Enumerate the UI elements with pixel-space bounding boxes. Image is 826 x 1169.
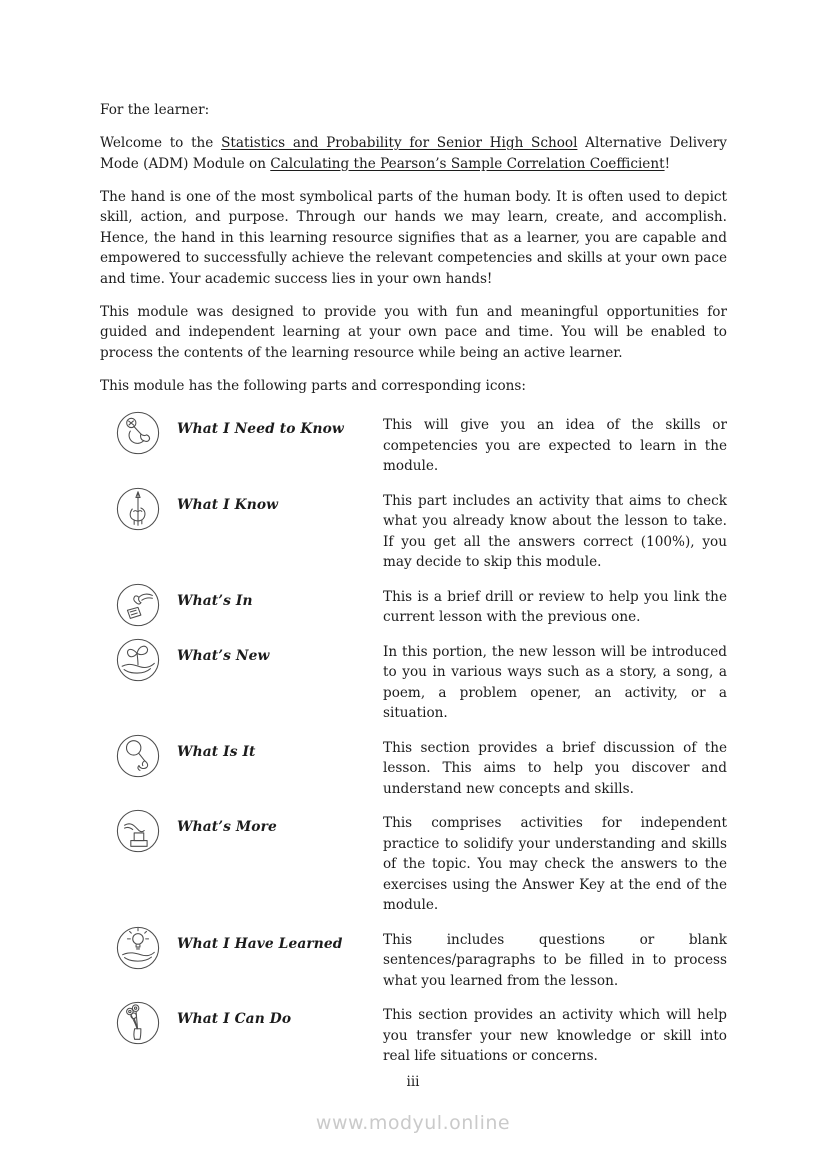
table-row — [100, 410, 727, 477]
part-description: This section provides an activity which will help you transfer your new knowledge or skill into real life situations or concerns. — [383, 1007, 727, 1064]
module-parts-table — [100, 410, 727, 1067]
part-description: This will give you an idea of the skills or competencies you are expected to learn in the module. — [383, 417, 727, 474]
module-topic-title: Calculating the Pearson’s Sample Correlation Coefficient — [270, 155, 665, 172]
part-description: In this portion, the new lesson will be introduced to you in various ways such as a story, a song, a poem, a problem opener, an activity, or a situation. — [383, 643, 727, 721]
part-label: What I Need to Know — [177, 421, 344, 437]
welcome-text-mid: Alternative Delivery Mode (ADM) Module on — [100, 135, 727, 172]
watermark-text: www.modyul.online — [315, 1112, 511, 1134]
part-description: This section provides a brief discussion of the lesson. This aims to help you discover and understand new concepts and skills. — [383, 739, 727, 797]
table-row — [100, 637, 727, 724]
welcome-paragraph — [100, 133, 727, 174]
hand-reaching-papers-icon — [100, 582, 177, 628]
module-design-paragraph: This module was designed to provide you with fun and meaningful opportunities for guided and independent learning at your own pace and time. You will be enabled to process the contents of the learning resource while being an active learner. — [100, 303, 727, 361]
table-row — [100, 1000, 727, 1067]
table-row — [100, 582, 727, 628]
part-label: What I Have Learned — [177, 935, 343, 952]
part-description: This comprises activities for independent practice to solidify your understanding and skills of the topic. You may check the answers to the exercises using the Answer Key at the end of the module. — [383, 815, 727, 913]
hand-pointing-coin-icon — [100, 410, 177, 456]
welcome-text-post: ! — [664, 155, 671, 172]
table-row — [100, 925, 727, 992]
hand-symbolism-paragraph: The hand is one of the most symbolical parts of the human body. It is often used to depict skill, action, and purpose. Through our hands we may learn, create, and accomplish. Hence, the hand in this learning resource signifies that as a learner, you are capable and empowered to successfully achieve the relevant competencies and skills at your own pace and time. Your academic success lies in your own hands! — [100, 188, 727, 287]
part-label: What I Can Do — [177, 1011, 292, 1027]
document-page-content — [100, 100, 727, 1076]
welcome-text-pre: Welcome to the — [100, 135, 222, 151]
page-heading: For the learner: — [100, 102, 210, 118]
hand-holding-sprout-icon — [100, 637, 177, 683]
magnifying-glass-icon — [100, 733, 177, 779]
parts-intro-line: This module has the following parts and corresponding icons: — [100, 377, 526, 394]
part-label: What’s In — [177, 592, 253, 609]
part-label: What Is It — [177, 743, 256, 760]
part-description: This includes questions or blank sentences/paragraphs to be filled in to process what you learned from the lesson. — [383, 931, 727, 989]
part-description: This part includes an activity that aims to check what you already know about the lesson to take. If you get all the answers correct (100%), you may decide to skip this module. — [383, 492, 727, 570]
hand-holding-bulb-icon — [100, 925, 177, 971]
hand-holding-flowers-icon — [100, 1000, 177, 1046]
page-number: iii — [406, 1074, 420, 1090]
part-label: What’s New — [177, 647, 270, 664]
table-row — [100, 808, 727, 916]
table-row — [100, 733, 727, 800]
part-label: What I Know — [177, 496, 279, 513]
part-label: What’s More — [177, 819, 277, 835]
part-description: This is a brief drill or review to help you link the current lesson with the previous one. — [383, 588, 727, 625]
hand-stacking-blocks-icon — [100, 808, 177, 854]
module-subject-title: Statistics and Probability for Senior High School — [221, 135, 578, 151]
table-row — [100, 486, 727, 573]
hand-holding-pencil-icon — [100, 486, 177, 532]
